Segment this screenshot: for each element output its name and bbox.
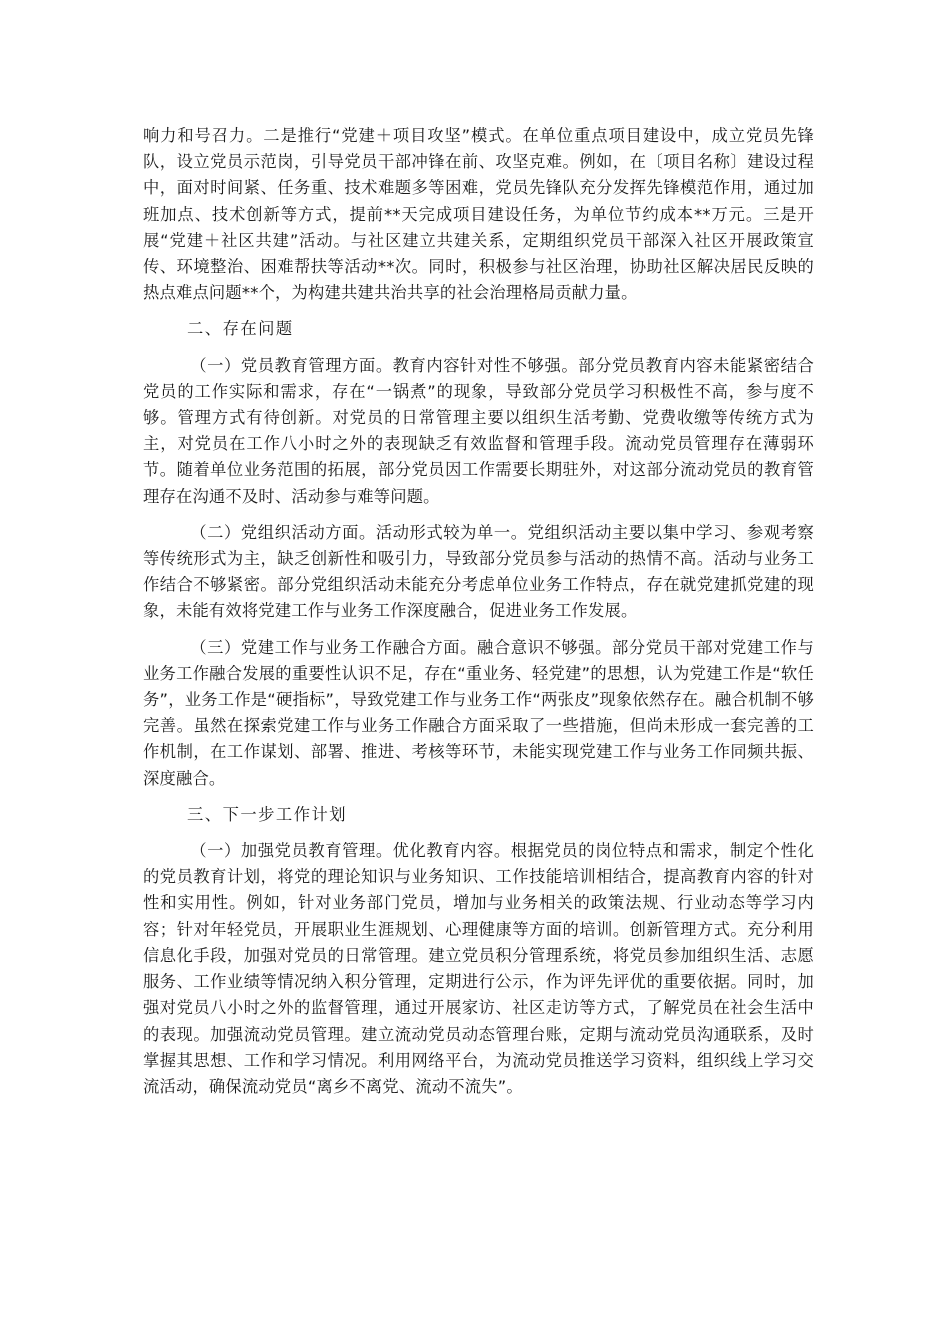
section-heading-next-plan: 三、下一步工作计划 xyxy=(187,804,348,824)
paragraph-continuation: 响力和号召力。二是推行“党建＋项目攻坚”模式。在单位重点项目建设中，成立党员先锋队，设立党员示范岗，引导党员干部冲锋在前、攻坚克难。例如，在〔项目名称〕建设过程中，面对时间紧、任务重、技术难题多等困难，党员先锋队充分发挥先锋模范作用，通过加班加点、技术创新等方式，提前**天完成项目建设任务，为单位节约成本**万元。三是开展“党建＋社区共建”活动。与社区建立共建关系，定期组织党员干部深入社区开展政策宣传、环境整治、困难帮扶等活动**次。同时，积极参与社区治理，协助社区解决居民反映的热点难点问题**个，为构建共建共治共享的社会治理格局贡献力量。 xyxy=(143,126,814,303)
paragraph-integration-issues: （三）党建工作与业务工作融合方面。融合意识不够强。部分党员干部对党建工作与业务工作融合发展的重要性认识不足，存在“重业务、轻党建”的思想，认为党建工作是“软任务”，业务工作是“硬指标”，导致党建工作与业务工作“两张皮”现象依然存在。融合机制不够完善。虽然在探索党建工作与业务工作融合方面采取了一些措施，但尚未形成一套完善的工作机制，在工作谋划、部署、推进、考核等环节，未能实现党建工作与业务工作同频共振、深度融合。 xyxy=(143,637,814,788)
paragraph-organization-activity-issues: （二）党组织活动方面。活动形式较为单一。党组织活动主要以集中学习、参观考察等传统形式为主，缺乏创新性和吸引力，导致部分党员参与活动的热情不高。活动与业务工作结合不够紧密。部分党组织活动未能充分考虑单位业务工作特点，存在就党建抓党建的现象，未能有效将党建工作与业务工作深度融合，促进业务工作发展。 xyxy=(143,522,814,621)
section-heading-problems: 二、存在问题 xyxy=(187,319,294,339)
paragraph-member-education-issues: （一）党员教育管理方面。教育内容针对性不够强。部分党员教育内容未能紧密结合党员的工作实际和需求，存在“一锅煮”的现象，导致部分党员学习积极性不高，参与度不够。管理方式有待创新。对党员的日常管理主要以组织生活考勤、党费收缴等传统方式为主，对党员在工作八小时之外的表现缺乏有效监督和管理手段。流动党员管理存在薄弱环节。随着单位业务范围的拓展，部分党员因工作需要长期驻外，对这部分流动党员的教育管理存在沟通不及时、活动参与难等问题。 xyxy=(143,355,814,506)
paragraph-strengthen-education: （一）加强党员教育管理。优化教育内容。根据党员的岗位特点和需求，制定个性化的党员教育计划，将党的理论知识与业务知识、工作技能培训相结合，提高教育内容的针对性和实用性。例如，针对业务部门党员，增加与业务相关的政策法规、行业动态等学习内容；针对年轻党员，开展职业生涯规划、心理健康等方面的培训。创新管理方式。充分利用信息化手段，加强对党员的日常管理。建立党员积分管理系统，将党员参加组织生活、志愿服务、工作业绩等情况纳入积分管理，定期进行公示，作为评先评优的重要依据。同时，加强对党员八小时之外的监督管理，通过开展家访、社区走访等方式，了解党员在社会生活中的表现。加强流动党员管理。建立流动党员动态管理台账，定期与流动党员沟通联系，及时掌握其思想、工作和学习情况。利用网络平台，为流动党员推送学习资料，组织线上学习交流活动，确保流动党员“离乡不离党、流动不流失”。 xyxy=(143,841,814,1096)
